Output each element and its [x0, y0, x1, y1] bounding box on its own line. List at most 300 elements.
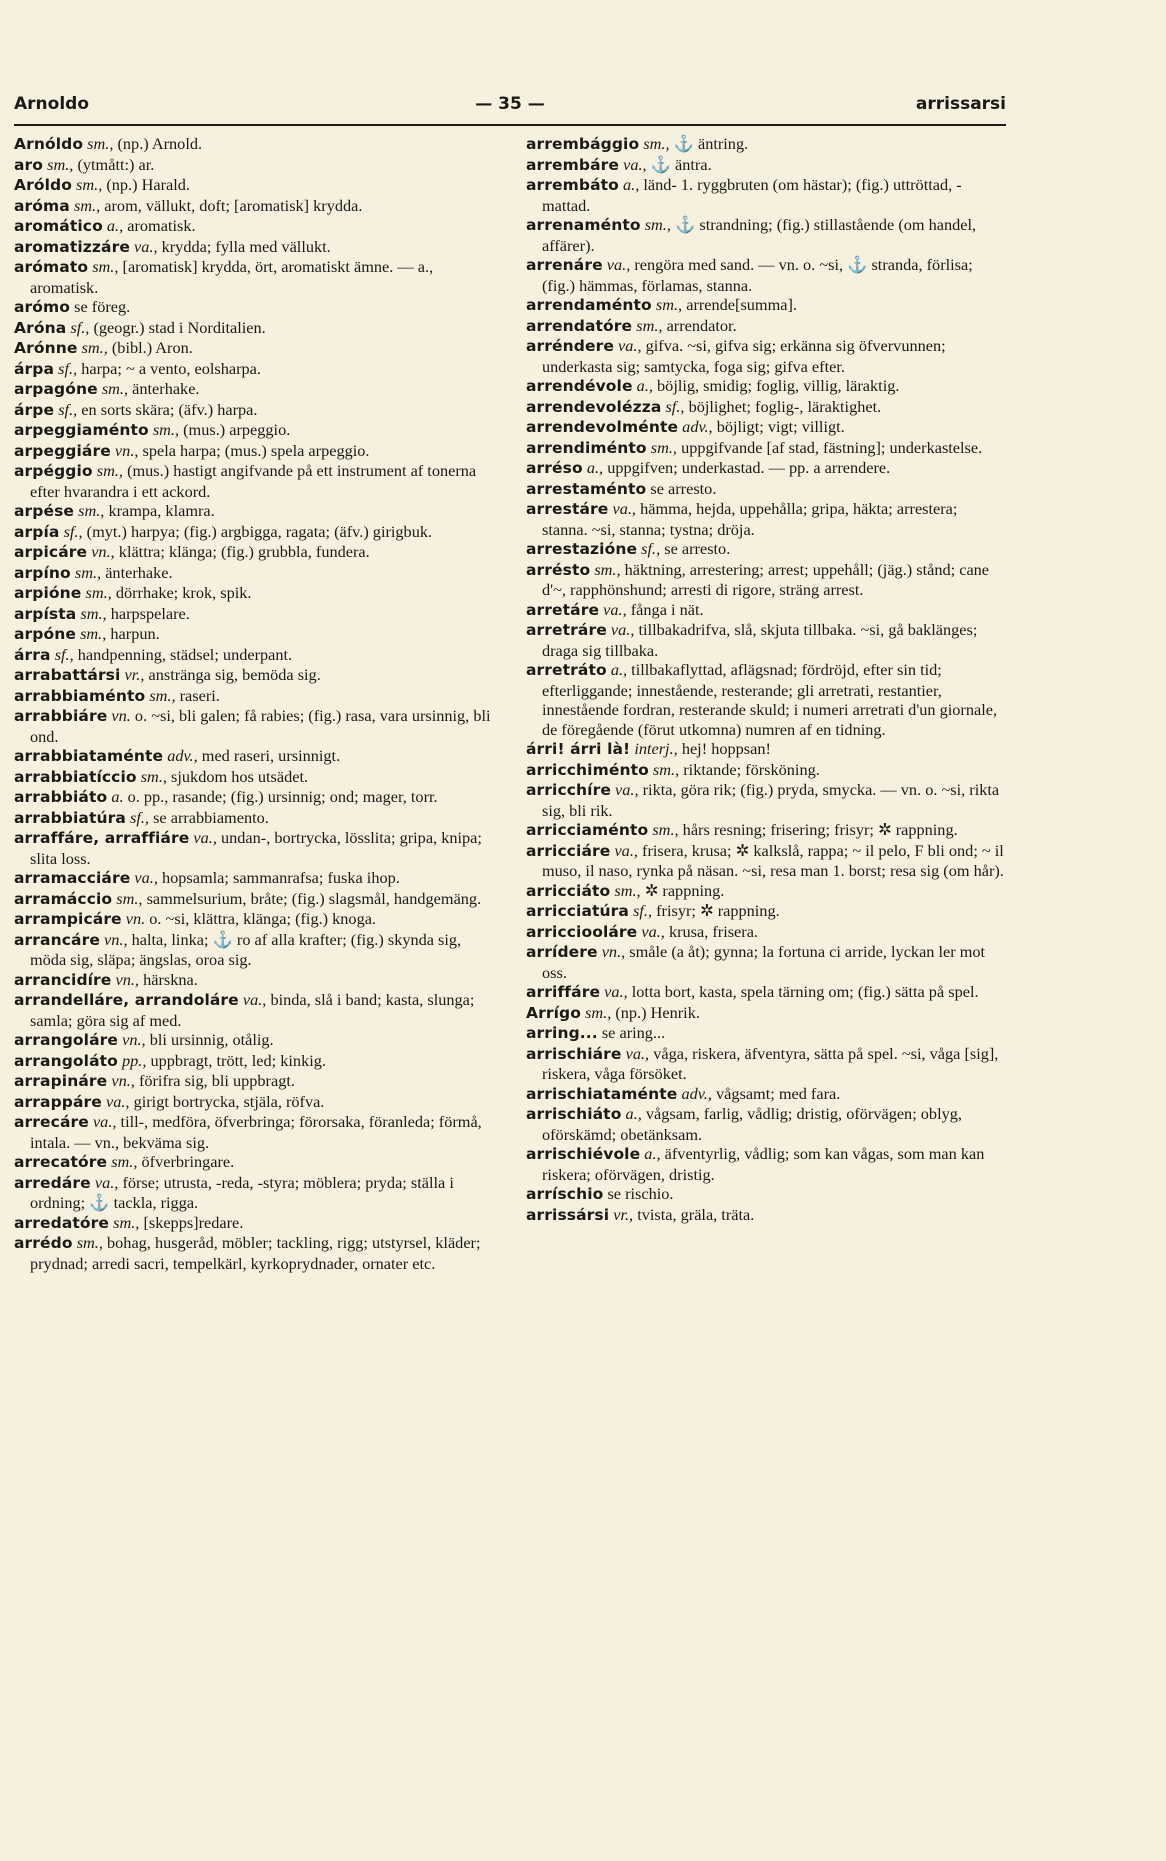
dictionary-entry [14, 1233, 498, 1273]
entry-headword: arrestáre [526, 500, 609, 518]
header-last-word: arrissarsi [915, 94, 1006, 114]
entry-part-of-speech: sf., [641, 539, 661, 558]
entry-definition: se arresto. [650, 478, 717, 498]
entry-part-of-speech: vn., [91, 542, 115, 561]
entry-headword: arómato [14, 258, 89, 276]
dictionary-entry [526, 1023, 1006, 1044]
dictionary-entry [14, 563, 498, 584]
entry-part-of-speech: a., [106, 216, 124, 235]
entry-headword: arrédo [14, 1234, 73, 1252]
entry-headword: arríschio [526, 1185, 604, 1203]
entry-part-of-speech: sm., [78, 501, 105, 520]
entry-headword: arrischiévole [526, 1145, 641, 1163]
entry-headword: árpe [14, 400, 55, 419]
entry-part-of-speech: va., [606, 255, 631, 274]
entry-definition: (ytmått:) ar. [77, 154, 155, 174]
entry-headword: Arnóldo [14, 135, 84, 153]
entry-part-of-speech: vn., [115, 969, 140, 989]
entry-definition: riktande; försköning. [683, 759, 820, 779]
entry-headword: árri! árri là! [526, 740, 631, 758]
entry-part-of-speech: sm., [643, 134, 670, 153]
entry-definition: uppbragt, trött, led; kinkig. [150, 1050, 326, 1070]
dictionary-entry [526, 215, 1006, 255]
entry-part-of-speech: a., [644, 1144, 661, 1163]
entry-headword: arpeggiaménto [14, 421, 149, 439]
entry-headword: arricciatúra [526, 902, 629, 920]
entry-definition: ⚓ äntra. [650, 154, 712, 174]
dictionary-entry [14, 686, 498, 707]
dictionary-entry [14, 868, 498, 889]
entry-part-of-speech: vn., [104, 929, 128, 949]
entry-headword: arrecatóre [14, 1153, 108, 1171]
dictionary-entry [526, 316, 1006, 337]
dictionary-entry [14, 990, 498, 1030]
entry-headword: arrabbiataménte [14, 747, 164, 765]
page-header [14, 88, 1006, 122]
entry-part-of-speech: sf., [58, 399, 78, 419]
entry-part-of-speech: va., [610, 620, 635, 639]
dictionary-entry [14, 359, 498, 380]
dictionary-entry [14, 400, 498, 421]
dictionary-entry [14, 1051, 498, 1072]
entry-definition: ⚓ strandning; (fig.) stillastående (om handel, affärer). [542, 215, 977, 255]
entry-headword: Aróna [14, 318, 67, 337]
entry-headword: arrancáre [14, 930, 100, 949]
entry-headword: aromatizzáre [14, 237, 130, 256]
entry-headword: Arónne [14, 339, 78, 357]
entry-headword: arrembággio [526, 135, 640, 153]
entry-part-of-speech: sm., [149, 685, 176, 705]
entry-headword: aro [14, 155, 44, 174]
entry-definition: bli ursinnig, otålig. [149, 1030, 274, 1049]
dictionary-entry [526, 1003, 1006, 1024]
entry-part-of-speech: va., [94, 1172, 119, 1192]
dictionary-entry [526, 255, 1006, 295]
dictionary-entry [14, 216, 498, 237]
dictionary-entry [14, 522, 498, 543]
dictionary-entry [14, 930, 498, 970]
entry-definition: [aromatisk] krydda, ört, aromatiskt ämne. — a., aromatisk. [30, 257, 434, 297]
entry-definition: krampa, klamra. [108, 501, 215, 520]
entry-part-of-speech: sm., [585, 1002, 612, 1022]
entry-definition: ✲ rappning. [644, 880, 725, 900]
dictionary-entry [526, 438, 1006, 459]
entry-part-of-speech: adv., [681, 1083, 712, 1103]
entry-part-of-speech: vn., [111, 1071, 135, 1090]
entry-headword: arpíno [14, 563, 71, 582]
entry-headword: arramacciáre [14, 869, 131, 887]
entry-headword: arricciáre [526, 841, 611, 860]
entry-definition: arom, vällukt, doft; [aromatisk] krydda. [104, 195, 363, 215]
entry-part-of-speech: sm., [111, 1152, 138, 1171]
entry-definition: hårs resning; frisering; frisyr; ✲ rappning. [682, 820, 958, 839]
dictionary-entry [14, 1152, 498, 1173]
entry-headword: arrischiataménte [526, 1084, 678, 1103]
entry-definition: uppgifvande [af stad, fästning]; underkastelse. [681, 437, 983, 457]
entry-part-of-speech: a., [636, 376, 653, 395]
dictionary-entry [526, 780, 1006, 820]
entry-definition: förifra sig, bli uppbragt. [138, 1071, 295, 1090]
entry-part-of-speech: sm., [113, 1212, 140, 1232]
entry-headword: arredatóre [14, 1213, 110, 1232]
entry-headword: arrenaménto [526, 216, 641, 234]
header-first-word: Arnoldo [14, 94, 89, 114]
entry-definition: (np.) Henrik. [615, 1002, 700, 1022]
entry-headword: arrampicáre [14, 910, 122, 928]
entry-headword: arrabbiáto [14, 788, 108, 806]
entry-definition: vågsamt; med fara. [715, 1083, 841, 1103]
entry-definition: änterhake. [105, 562, 173, 582]
dictionary-entry [14, 604, 498, 625]
dictionary-entry [14, 746, 498, 767]
dictionary-entry [14, 1213, 498, 1234]
entry-headword: arréndere [526, 337, 614, 355]
entry-part-of-speech: vn., [122, 1030, 146, 1049]
entry-definition: girigt bortrycka, stjäla, röfva. [133, 1091, 325, 1111]
dictionary-entry [526, 295, 1006, 316]
entry-part-of-speech: va., [604, 982, 628, 1001]
entry-part-of-speech: sm., [80, 624, 107, 643]
entry-part-of-speech: vn., [601, 942, 626, 961]
entry-definition: o. pp., rasande; (fig.) ursinnig; ond; mager, torr. [127, 787, 438, 806]
entry-headword: arrabbiatíccio [14, 767, 137, 786]
entry-part-of-speech: sm., [650, 437, 677, 457]
entry-definition: o. ~si, klättra, klänga; (fig.) knoga. [149, 909, 377, 928]
dictionary-entry [14, 1173, 498, 1213]
entry-headword: arrabbiáre [14, 707, 108, 725]
entry-definition: en sorts skära; (äfv.) harpa. [81, 399, 258, 419]
entry-headword: arpísta [14, 604, 77, 623]
entry-definition: [skepps]redare. [143, 1212, 244, 1232]
entry-definition: krusa, frisera. [668, 921, 759, 941]
entry-definition: krydda; fylla med vällukt. [161, 236, 331, 256]
entry-definition: öfverbringare. [141, 1152, 235, 1171]
dictionary-entry [526, 539, 1006, 560]
entry-headword: arretáre [526, 600, 600, 619]
entry-headword: arramáccio [14, 889, 113, 908]
entry-headword: arrestaménto [526, 479, 647, 498]
entry-part-of-speech: sf., [58, 358, 78, 378]
entry-headword: aróma [14, 196, 70, 215]
dictionary-entry [526, 1084, 1006, 1105]
entry-definition: härskna. [143, 969, 198, 989]
entry-headword: arpése [14, 502, 75, 520]
entry-headword: arrenáre [526, 256, 603, 274]
dictionary-entry [526, 660, 1006, 739]
entry-part-of-speech: sm., [80, 603, 107, 623]
entry-part-of-speech: sm., [73, 195, 101, 215]
entry-definition: arrende[summa]. [686, 295, 797, 314]
entry-definition: fånga i nät. [630, 599, 704, 619]
entry-headword: arrandelláre, arrandoláre [14, 991, 239, 1009]
entry-part-of-speech: va., [134, 236, 158, 256]
dictionary-entry [526, 499, 1006, 539]
entry-definition: gifva. ~si, gifva sig; erkänna sig öfvervunnen; underkasta sig; samtycka, foga sig; gifva efter. [542, 336, 946, 376]
entry-headword: arrabattársi [14, 666, 121, 684]
entry-headword: arrendévole [526, 377, 633, 395]
entry-part-of-speech: sf., [633, 901, 653, 920]
entry-part-of-speech: sm., [655, 295, 683, 314]
entry-definition: (mus.) hastigt angifvande på ett instrument af tonerna efter hvarandra i ett ackord. [30, 461, 477, 501]
entry-headword: arrecáre [14, 1113, 89, 1131]
entry-definition: spela harpa; (mus.) spela arpeggio. [142, 440, 370, 460]
entry-definition: (np.) Arnold. [117, 134, 203, 153]
entry-headword: Arrígo [526, 1003, 581, 1022]
dictionary-entry [14, 501, 498, 522]
entry-part-of-speech: sm., [652, 820, 679, 839]
entry-definition: se arrabbiamento. [153, 807, 269, 827]
entry-part-of-speech: sf., [130, 807, 150, 827]
entry-definition: häktning, arrestering; arrest; uppehåll; (jäg.) stånd; cane d'~, rapphönshund; arresti di rigore, sträng arrest. [542, 559, 990, 599]
entry-headword: arrabbiaménto [14, 686, 146, 705]
entry-part-of-speech: sf., [665, 396, 685, 416]
dictionary-entry [526, 417, 1006, 438]
dictionary-entry [14, 338, 498, 359]
entry-definition: hej! hoppsan! [681, 739, 771, 758]
entry-definition: se föreg. [74, 297, 131, 316]
entry-definition: arrendator. [666, 315, 737, 335]
dictionary-entry [14, 1071, 498, 1092]
entry-part-of-speech: a. [111, 787, 124, 806]
entry-headword: arrídere [526, 943, 598, 961]
entry-part-of-speech: va., [106, 1091, 130, 1111]
dictionary-entry [526, 175, 1006, 215]
dictionary-entry [14, 970, 498, 991]
entry-definition: vågsam, farlig, vådlig; dristig, oförvägen; oblyg, oförskämd; obetänksam. [542, 1104, 962, 1144]
entry-headword: arricciáto [526, 881, 611, 900]
dictionary-entry [14, 583, 498, 604]
dictionary-entry [526, 134, 1006, 155]
entry-headword: arpicáre [14, 543, 88, 561]
entry-part-of-speech: sm., [116, 888, 143, 908]
dictionary-entry [14, 808, 498, 829]
entry-columns [14, 134, 1006, 1273]
entry-part-of-speech: sm., [152, 420, 180, 439]
entry-headword: arrendaménto [526, 296, 652, 314]
entry-headword: arpéggio [14, 462, 93, 480]
entry-definition: raseri. [179, 685, 220, 705]
dictionary-entry [526, 620, 1006, 660]
dictionary-entry [526, 922, 1006, 943]
entry-part-of-speech: sm., [140, 766, 167, 786]
entry-part-of-speech: vn. [111, 706, 131, 725]
dictionary-entry [14, 1112, 498, 1152]
entry-definition: o. ~si, bli galen; få rabies; (fig.) rasa, vara ursinnig, bli ond. [30, 706, 491, 746]
entry-headword: arrappáre [14, 1092, 102, 1111]
entry-definition: sammelsurium, bråte; (fig.) slagsmål, handgemäng. [146, 888, 482, 908]
entry-definition: harpa; ~ a vento, eolsharpa. [81, 358, 261, 378]
entry-definition: till-, medföra, öfverbringa; förorsaka, föranleda; förmå, intala. — vn., bekväma sig. [30, 1112, 482, 1152]
dictionary-entry [14, 441, 498, 462]
entry-definition: (myt.) harpya; (fig.) argbigga, ragata; (äfv.) girigbuk. [86, 521, 433, 541]
entry-headword: arricciaménto [526, 821, 649, 839]
entry-part-of-speech: a., [625, 1104, 642, 1123]
entry-headword: arrischiáto [526, 1105, 622, 1123]
entry-definition: se aring... [601, 1023, 666, 1042]
entry-part-of-speech: sm., [636, 315, 663, 335]
dictionary-entry [14, 420, 498, 441]
entry-definition: hopsamla; sammanrafsa; fuska ihop. [162, 868, 400, 887]
page-number: — 35 — [475, 94, 545, 114]
entry-headword: árpa [14, 359, 55, 378]
entry-headword: arpóne [14, 625, 76, 643]
entry-headword: arrendiménto [526, 438, 647, 457]
dictionary-entry [14, 155, 498, 176]
dictionary-entry [526, 881, 1006, 902]
entry-part-of-speech: adv., [682, 417, 713, 436]
entry-definition: tillbakaflyttad, aflägsnad; fördröjd, efter sin tid; efterliggande; innestående, resterande; gli arretrati, restantier, innestående fordran, resterande skuld; i numeri arretrati d'un giornale, de föregående (förut utkomna) numren af en tidning. [542, 660, 998, 739]
entry-part-of-speech: vr., [124, 665, 145, 684]
entry-definition: aromatisk. [127, 216, 196, 235]
entry-part-of-speech: sm., [644, 215, 671, 234]
entry-part-of-speech: va., [641, 921, 665, 941]
dictionary-entry [14, 909, 498, 930]
entry-part-of-speech: va., [603, 599, 627, 619]
dictionary-entry [526, 458, 1006, 479]
dictionary-entry [14, 257, 498, 297]
entry-part-of-speech: sm., [74, 562, 102, 582]
entry-headword: arricchíre [526, 781, 611, 799]
dictionary-entry [526, 841, 1006, 881]
entry-headword: arréso [526, 459, 583, 477]
entry-definition: lotta bort, kasta, spela tärning om; (fig.) sätta på spel. [631, 982, 979, 1001]
entry-headword: arrembáto [526, 176, 619, 194]
dictionary-entry [526, 982, 1006, 1003]
entry-headword: Aróldo [14, 176, 72, 194]
entry-part-of-speech: interj., [634, 739, 678, 758]
entry-part-of-speech: va., [242, 990, 267, 1009]
entry-part-of-speech: vn. [125, 909, 146, 928]
dictionary-entry [14, 461, 498, 501]
dictionary-entry [526, 739, 1006, 760]
entry-definition: uppgifven; underkastad. — pp. a arrendere. [607, 458, 891, 477]
entry-part-of-speech: va., [615, 780, 639, 799]
entry-part-of-speech: sf., [54, 644, 74, 664]
entry-part-of-speech: sm., [47, 154, 74, 174]
entry-headword: arrésto [526, 560, 591, 579]
entry-headword: arpióne [14, 584, 82, 602]
entry-definition: anstränga sig, bemöda sig. [148, 665, 321, 684]
entry-part-of-speech: a., [623, 175, 640, 194]
entry-definition: se arresto. [664, 539, 731, 558]
dictionary-entry [14, 1092, 498, 1113]
entry-headword: arrancidíre [14, 970, 112, 989]
dictionary-entry [14, 828, 498, 868]
entry-definition: ⚓ äntring. [673, 134, 749, 153]
dictionary-entry [14, 1030, 498, 1051]
entry-definition: handpenning, städsel; underpant. [77, 644, 293, 664]
dictionary-entry [526, 1205, 1006, 1226]
entry-definition: med raseri, ursinnigt. [201, 746, 341, 765]
entry-definition: dörrhake; krok, spik. [115, 583, 252, 602]
dictionary-entry [14, 379, 498, 400]
entry-headword: arretráto [526, 661, 607, 679]
dictionary-entry [14, 196, 498, 217]
entry-definition: halta, linka; ⚓ ro af alla krafter; (fig.) skynda sig, möda sig, släpa; ängslas, oroa sig. [30, 929, 462, 969]
dictionary-entry [14, 645, 498, 666]
dictionary-entry [14, 318, 498, 339]
header-rule [14, 124, 1006, 126]
entry-definition: klättra; klänga; (fig.) grubbla, fundera. [118, 542, 370, 561]
entry-definition: bohag, husgeråd, möbler; tackling, rigg; utstyrsel, kläder; prydnad; arredi sacri, tempelkärl, kyrkoprydnader, ornater etc. [30, 1233, 481, 1273]
entry-definition: änterhake. [132, 379, 200, 398]
entry-definition: tvista, gräla, träta. [637, 1204, 755, 1224]
entry-headword: árra [14, 645, 51, 664]
entry-headword: arrissársi [526, 1205, 610, 1224]
entry-definition: (mus.) arpeggio. [183, 420, 291, 439]
entry-headword: aromático [14, 217, 103, 235]
entry-headword: arpía [14, 522, 60, 541]
dictionary-entry [526, 1104, 1006, 1144]
right-column [510, 134, 1006, 1273]
entry-definition: rengöra med sand. — vn. o. ~si, ⚓ stranda, förlisa; (fig.) hämmas, förlamas, stanna. [542, 255, 973, 295]
entry-part-of-speech: va., [618, 336, 642, 355]
dictionary-entry [526, 1184, 1006, 1205]
entry-headword: arretráre [526, 621, 607, 639]
entry-part-of-speech: a., [586, 458, 604, 477]
entry-part-of-speech: va., [92, 1112, 117, 1131]
entry-part-of-speech: va., [623, 154, 647, 174]
entry-definition: rikta, göra rik; (fig.) pryda, smycka. — vn. o. ~si, rikta sig, bli rik. [542, 780, 1000, 820]
entry-part-of-speech: sm., [96, 461, 123, 480]
entry-part-of-speech: va., [625, 1043, 650, 1063]
dictionary-entry [526, 1044, 1006, 1084]
entry-headword: arrangoláto [14, 1051, 118, 1070]
entry-definition: hämma, hejda, uppehålla; gripa, häkta; arrestera; stanna. ~si, stanna; tystna; dröja. [542, 499, 958, 539]
dictionary-entry [526, 155, 1006, 176]
dictionary-entry [14, 237, 498, 258]
dictionary-entry [526, 1144, 1006, 1184]
dictionary-entry [14, 787, 498, 808]
dictionary-entry [14, 134, 498, 155]
dictionary-entry [526, 336, 1006, 376]
dictionary-entry [526, 397, 1006, 418]
entry-definition: frisyr; ✲ rappning. [656, 901, 780, 920]
entry-definition: våga, riskera, äfventyra, sätta på spel. ~si, våga [sig], riskera, våga försöket. [542, 1043, 999, 1083]
entry-headword: arrangoláre [14, 1031, 119, 1049]
dictionary-entry [526, 479, 1006, 500]
entry-part-of-speech: sf., [63, 521, 83, 541]
entry-definition: (np.) Harald. [106, 175, 190, 194]
entry-headword: arricchiménto [526, 760, 649, 779]
entry-part-of-speech: adv., [167, 746, 198, 765]
entry-headword: arrendevolézza [526, 397, 662, 416]
entry-part-of-speech: a., [610, 660, 628, 679]
entry-part-of-speech: va., [614, 840, 638, 860]
entry-definition: frisera, krusa; ✲ kalkslå, rappa; ~ il pelo, F bli ond; ~ il muso, il naso, rynka på näsan. ~si, resa man 1. borst; resa sig (om hår). [542, 840, 1004, 880]
entry-part-of-speech: sm., [614, 880, 641, 900]
entry-part-of-speech: sm., [92, 257, 119, 276]
dictionary-entry [526, 942, 1006, 982]
entry-headword: arredáre [14, 1173, 91, 1192]
entry-definition: böjlig, smidig; foglig, villig, läraktig. [657, 376, 900, 395]
entry-definition: tillbakadrifva, slå, skjuta tillbaka. ~si, gå baklänges; draga sig tillbaka. [542, 620, 978, 660]
entry-definition: harpspelare. [110, 603, 190, 623]
entry-headword: arring... [526, 1024, 598, 1042]
entry-definition: länd- 1. ryggbruten (om hästar); (fig.) uttröttad, -mattad. [542, 175, 962, 215]
entry-part-of-speech: vr., [613, 1204, 634, 1224]
entry-part-of-speech: sm., [76, 1233, 103, 1252]
dictionary-entry [526, 901, 1006, 922]
entry-definition: böjligt; vigt; villigt. [716, 417, 845, 436]
entry-part-of-speech: sf., [70, 317, 90, 337]
entry-part-of-speech: pp., [122, 1050, 147, 1070]
dictionary-entry [14, 542, 498, 563]
dictionary-entry [14, 889, 498, 910]
entry-headword: arriffáre [526, 983, 601, 1001]
entry-definition: förse; utrusta, -reda, -styra; möblera; pryda; ställa i ordning; ⚓ tackla, rigga. [30, 1172, 454, 1212]
entry-part-of-speech: sm., [85, 583, 112, 602]
